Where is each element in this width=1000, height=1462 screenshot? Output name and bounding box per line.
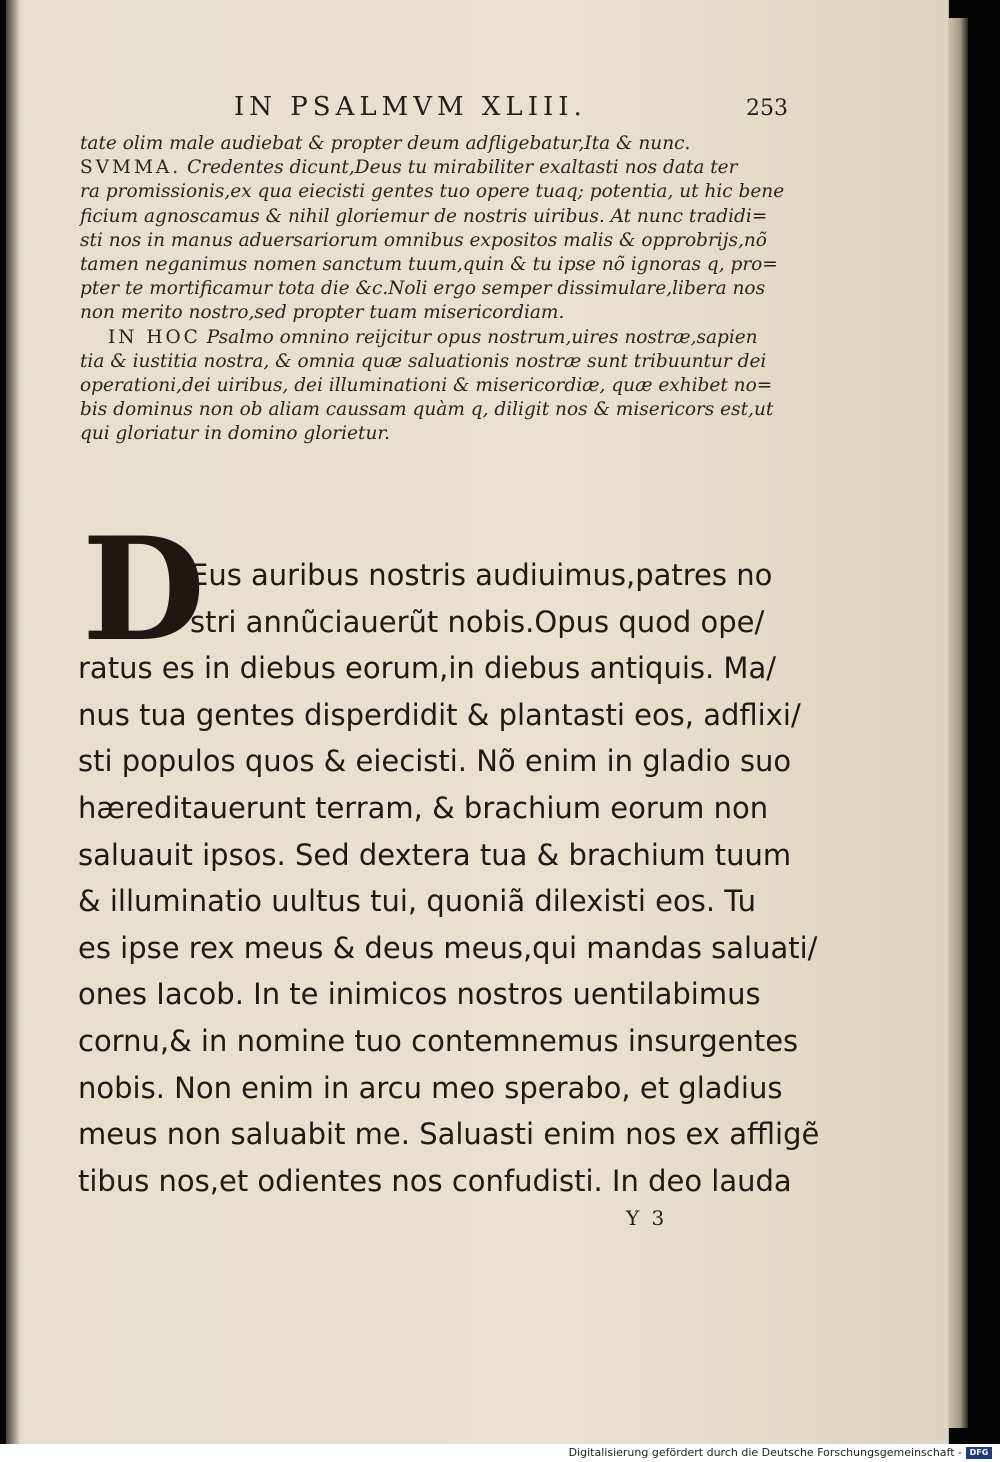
psalm-line: meus non saluabit me. Saluasti enim nos ex affligẽ [78, 1117, 820, 1152]
psalm-line: Eus auribus nostris audiuimus,patres no [190, 558, 773, 592]
psalm-line: nus tua gentes disperdidit & plantasti eos, adflixi/ [78, 697, 801, 732]
commentary-line [80, 326, 758, 350]
commentary-line: operationi,dei uiribus, dei illuminationi & misericordiæ, quæ exhibet no= [80, 375, 773, 397]
page-edge [948, 18, 968, 1428]
psalm-line: saluauit ipsos. Sed dextera tua & brachium tuum [78, 837, 792, 872]
commentary-line: ficium agnoscamus & nihil gloriemur de nostris uiribus. At nunc tradidi= [80, 205, 768, 227]
folio-number: 253 [746, 96, 788, 121]
footer-bar [0, 1444, 1000, 1462]
commentary-block [80, 132, 785, 447]
psalm-line: cornu,& in nomine tuo contemnemus insurgentes [78, 1023, 799, 1058]
commentary-line: bis dominus non ob aliam caussam quàm q, diligit nos & misericors est,ut [80, 399, 774, 421]
commentary-line: tia & iustitia nostra, & omnia quæ saluationis nostræ sunt tribuuntur dei [80, 350, 767, 372]
book-page [6, 0, 949, 1444]
psalm-line: tibus nos,et odientes nos confudisti. In deo lauda [78, 1163, 792, 1198]
psalm-line: & illuminatio uultus tui, quoniã dilexisti eos. Tu [78, 884, 756, 919]
running-head: IN PSALMVM XLIII. [234, 92, 587, 122]
commentary-line: qui gloriatur in domino glorietur. [80, 423, 391, 445]
commentary-line [80, 156, 742, 180]
psalm-text [78, 552, 820, 1204]
psalm-line: stri annũciauerũt nobis.Opus quod ope/ [190, 604, 765, 639]
commentary-line: pter te mortificamur tota die &c.Noli ergo semper dissimulare,libera nos [80, 278, 766, 300]
binding-shadow [6, 0, 20, 1444]
psalm-line: ones Iacob. In te inimicos nostros uentilabimus [78, 977, 761, 1012]
dfg-logo: DFG [966, 1447, 992, 1459]
commentary-line: tate olim male audiebat & propter deum adfligebatur,Ita & nunc. [80, 133, 691, 154]
commentary-line: ra promissionis,ex qua eiecisti gentes tuo opere tuaq; potentia, ut hic bene [80, 181, 785, 203]
commentary-line-text: Credentes dicunt,Deus tu mirabiliter exaltasti nos data ter [187, 157, 738, 179]
psalm-line: es ipse rex meus & deus meus,qui mandas saluati/ [78, 930, 818, 965]
psalm-line: sti populos quos & eiecisti. Nõ enim in gladio suo [78, 744, 792, 779]
in-hoc-label: IN HOC [108, 326, 201, 348]
funding-credit: Digitalisierung gefördert durch die Deutsche Forschungsgemeinschaft - [568, 1446, 962, 1459]
psalm-line: hæreditauerunt terram, & brachium eorum non [78, 790, 769, 825]
psalm-line: ratus es in diebus eorum,in diebus antiquis. Ma/ [78, 651, 776, 686]
commentary-line-text: Psalmo omnino reijcitur opus nostrum,uires nostræ,sapien [206, 326, 758, 348]
commentary-line: sti nos in manus aduersariorum omnibus expositos malis & opprobrijs,nõ [80, 229, 767, 251]
commentary-line: non merito nostro,sed propter tuam misericordiam. [80, 302, 565, 324]
commentary-line: tamen neganimus nomen sanctum tuum,quin & tu ipse nõ ignoras q, pro= [80, 254, 778, 276]
psalm-line: nobis. Non enim in arcu meo sperabo, et gladius [78, 1070, 783, 1105]
summa-label: SVMMA. [80, 157, 182, 179]
drop-cap: D [82, 507, 206, 673]
signature-mark: Y 3 [626, 1206, 668, 1230]
